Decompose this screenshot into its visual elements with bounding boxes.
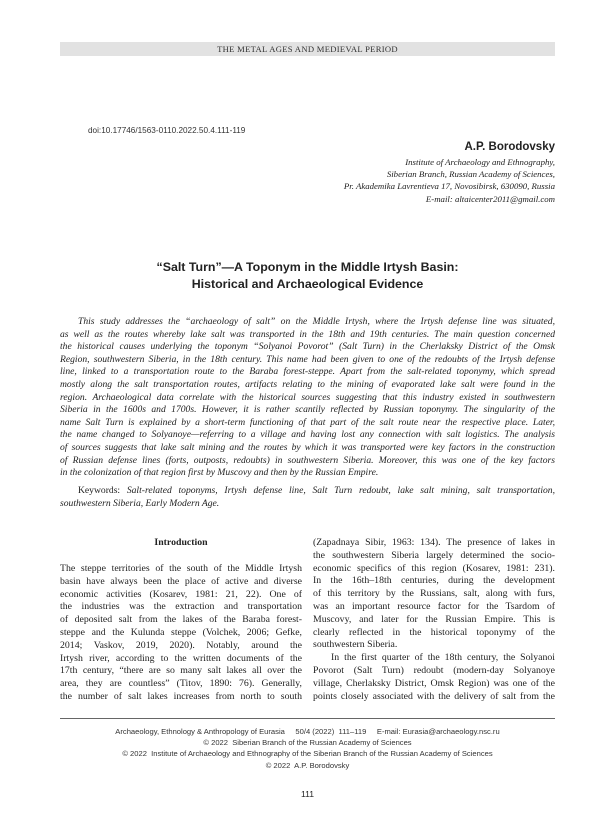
page-number: 111 [300, 789, 315, 799]
text-line: the industries was the extraction and transportation [60, 601, 302, 613]
text-line: steppe and the Kulunda steppe (Volchek, 2006; Gefke, [60, 626, 302, 638]
keywords-line [60, 485, 555, 498]
author-email[interactable]: E-mail: altaicenter2011@gmail.com [425, 193, 555, 204]
text-line: Muscovy, and later for the Russian Empire. This is [313, 613, 555, 625]
text-line: the southwestern Siberia largely determined the socio- [313, 549, 555, 561]
intro-right-column [313, 537, 555, 703]
affiliation-line: Pr. Akademika Lavrentieva 17, Novosibirsk, 630090, Russia [343, 181, 555, 192]
section-heading: Introduction [154, 537, 208, 548]
article-title [60, 259, 555, 293]
author-affiliation [344, 156, 555, 205]
text-line: Siberia in the 1600s and 1700s. However, it is rather scantily reflected by Russian toponymy. The singularity of the [60, 404, 555, 416]
affiliation-line: Siberian Branch, Russian Academy of Sciences, [386, 169, 555, 180]
text-line: of Russian defense lines (forts, outposts, redoubts) in southwestern Siberia. Moreover, this was one of the key factors [60, 454, 555, 466]
text-line: 17th century, “there are so many salt lakes all over the [60, 665, 302, 677]
keywords [60, 485, 555, 510]
section-header: THE METAL AGES AND MEDIEVAL PERIOD [60, 42, 555, 56]
text-line: of this territory by the Russians, salt, along with furs, [313, 588, 555, 600]
keywords-line [60, 498, 555, 511]
text-line: (Zapadnaya Sibir, 1963: 134). The presence of lakes in [313, 537, 555, 548]
intro-left-column [60, 563, 302, 704]
text-line: the number of salt lakes increases from north to south [60, 690, 302, 702]
text-line: the name changed to Solyanoye—referring to a village and having lost any connection with salt logistics. The analysis [60, 429, 555, 441]
keywords-text: southwestern Siberia, Early Modern Age. [60, 497, 220, 509]
footer-line: © 2022 Institute of Archaeology and Ethnography of the Siberian Branch of the Russian Academy of Sciences [122, 749, 493, 759]
text-line: 2014; Vaskov, 2019, 2020). Notably, around the [60, 639, 302, 651]
text-line: the historical causes underlying the toponym “Solyanoi Povorot” (Salt Turn) in the Cherlaksky District of the Omsk [60, 341, 555, 353]
text-line: Irtysh river, according to the written documents of the [60, 652, 302, 664]
text-line: economic activities (Kosarev, 1981: 21, 22). One of [60, 588, 302, 600]
title-line: “Salt Turn”—A Toponym in the Middle Irtysh Basin: [156, 260, 459, 274]
text-line: basin have always been the place of active and diverse [60, 575, 302, 587]
text-line: of sources suggests that lake salt mining and the routes by which it was transported were key factors in the construction [60, 441, 555, 453]
text-line: economic specifics of this region (Kosarev, 1981: 231). [313, 562, 555, 574]
text-line: village, Cherlaksky District, Omsk Region) was one of the [313, 677, 555, 689]
text-line: of deposited salt from the lakes of the Baraba forest- [60, 614, 302, 626]
footer-line: © 2022 A.P. Borodovsky [265, 760, 350, 770]
text-line: as well as the routes whereby lake salt was transported in the 18th and 19th centuries. The main question concerned [60, 328, 555, 340]
text-line: clearly reflected in the historical toponymy of the [313, 626, 555, 638]
footer [60, 726, 555, 771]
abstract [60, 316, 555, 480]
text-line: line, linked to a transportation route to the Baraba forest-steppe. Apart from the salt-related toponymy, which spread [60, 366, 555, 378]
text-line: was an important resource factor for the Tsardom of [313, 600, 555, 612]
text-line: Region, southwestern Siberia, in the 18th century. This name had been given to one of the redoubts of the Irtysh defense [60, 353, 555, 365]
affiliation-line: Institute of Archaeology and Ethnography, [405, 157, 555, 167]
text-line: points closely associated with the delivery of salt from the [313, 690, 555, 702]
keywords-text: Salt-related toponyms, Irtysh defense line, Salt Turn redoubt, lake salt mining, salt transportation, [126, 485, 555, 496]
text-line: The steppe territories of the south of the Middle Irtysh [60, 563, 302, 574]
text-line: This study addresses the “archaeology of salt” on the Middle Irtysh, where the Irtysh defense line was situated, [78, 316, 555, 327]
text-line: Povorot (Salt Turn) redoubt (modern-day Solyanoye [313, 664, 555, 676]
text-line: region. Archaeological data correlate with the historical sources suggesting that this industry existed in southwestern [60, 391, 555, 403]
text-line: in the colonization of that region first by Muscovy and then by the Russian Empire. [60, 467, 379, 479]
author-name: A.P. Borodovsky [464, 141, 555, 153]
title-line: Historical and Archaeological Evidence [191, 277, 424, 291]
footer-line: © 2022 Siberian Branch of the Russian Academy of Sciences [203, 738, 412, 748]
footer-line: Archaeology, Ethnology & Anthropology of Eurasia 50/4 (2022) 111–119 E-mail: Eurasia@archaeology.nsc.ru [115, 727, 500, 736]
text-line: area, they are countless” (Titov, 1890: 76). Generally, [60, 678, 302, 690]
text-line: southwestern Siberia. [313, 639, 398, 651]
text-line: name Salt Turn is explained by a short-term functioning of that part of the salt route near the respective place. Later, [60, 416, 555, 428]
text-line: mostly along the salt transportation routes, artifacts relating to the mining of evaporated lake salt were found in the [60, 378, 555, 390]
footer-divider [60, 718, 555, 719]
text-line: In the first quarter of the 18th century, the Solyanoi [331, 652, 555, 664]
doi[interactable]: doi:10.17746/1563-0110.2022.50.4.111-119 [88, 126, 246, 135]
text-line: In the 16th–18th centuries, during the development [313, 575, 555, 587]
keywords-label: Keywords: [78, 485, 121, 496]
